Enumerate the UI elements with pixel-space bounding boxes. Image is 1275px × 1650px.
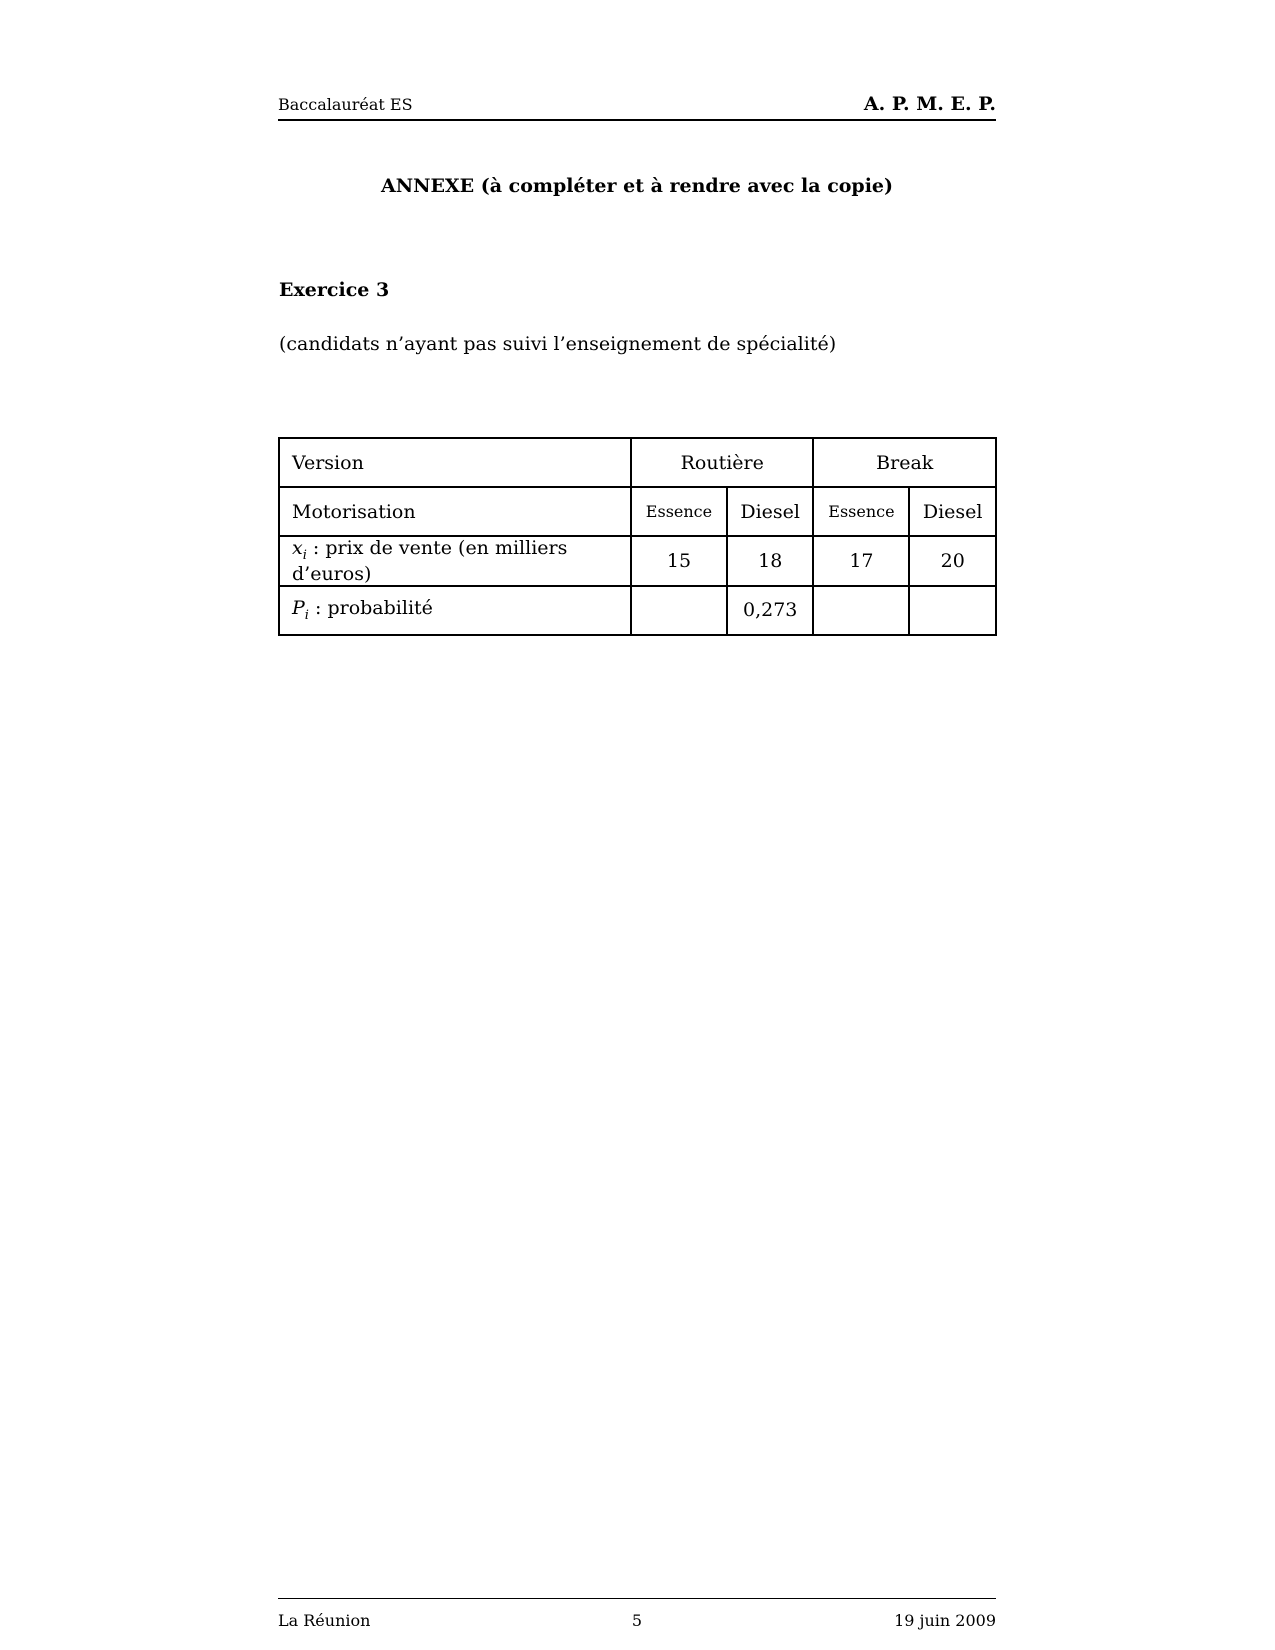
footer-date: 19 juin 2009 — [894, 1611, 996, 1630]
version-label: Version — [279, 438, 631, 487]
exercise-subtitle: (candidats n’ayant pas suivi l’enseignement de spécialité) — [279, 333, 837, 355]
footer-page-number: 5 — [631, 1611, 643, 1630]
motorisation-cell: Diesel — [727, 487, 814, 536]
exercise-title: Exercice 3 — [279, 279, 390, 301]
price-label — [279, 536, 631, 586]
price-cell: 20 — [909, 536, 996, 586]
page-header — [278, 95, 996, 121]
probability-variable-index: i — [304, 608, 309, 624]
table-row-probability — [279, 586, 996, 635]
probability-cell — [909, 586, 996, 635]
motorisation-cell: Essence — [813, 487, 909, 536]
probability-variable — [292, 597, 309, 624]
version-break: Break — [813, 438, 996, 487]
probability-label — [279, 586, 631, 635]
price-label-text: : prix de vente (en milliers d’euros) — [292, 537, 568, 585]
header-organization: A. P. M. E. P. — [863, 93, 996, 115]
table-row-motorisation — [279, 487, 996, 536]
motorisation-label: Motorisation — [279, 487, 631, 536]
probability-variable-letter: P — [292, 597, 305, 620]
motorisation-cell: Essence — [631, 487, 727, 536]
header-exam-name: Baccalauréat ES — [278, 95, 413, 114]
price-cell: 18 — [727, 536, 814, 586]
annexe-table — [278, 437, 997, 636]
probability-cell — [813, 586, 909, 635]
annexe-title: ANNEXE (à compléter et à rendre avec la copie) — [380, 175, 894, 197]
probability-label-text: : probabilité — [308, 597, 433, 620]
footer-location: La Réunion — [278, 1611, 371, 1630]
version-routiere: Routière — [631, 438, 813, 487]
price-variable — [292, 537, 307, 563]
price-variable-letter: x — [292, 537, 303, 559]
table-row-price — [279, 536, 996, 586]
motorisation-cell: Diesel — [909, 487, 996, 536]
probability-cell — [631, 586, 727, 635]
probability-cell: 0,273 — [727, 586, 814, 635]
price-variable-index: i — [302, 547, 307, 563]
price-cell: 15 — [631, 536, 727, 586]
page-footer — [278, 1598, 996, 1629]
table-row-version — [279, 438, 996, 487]
price-cell: 17 — [813, 536, 909, 586]
